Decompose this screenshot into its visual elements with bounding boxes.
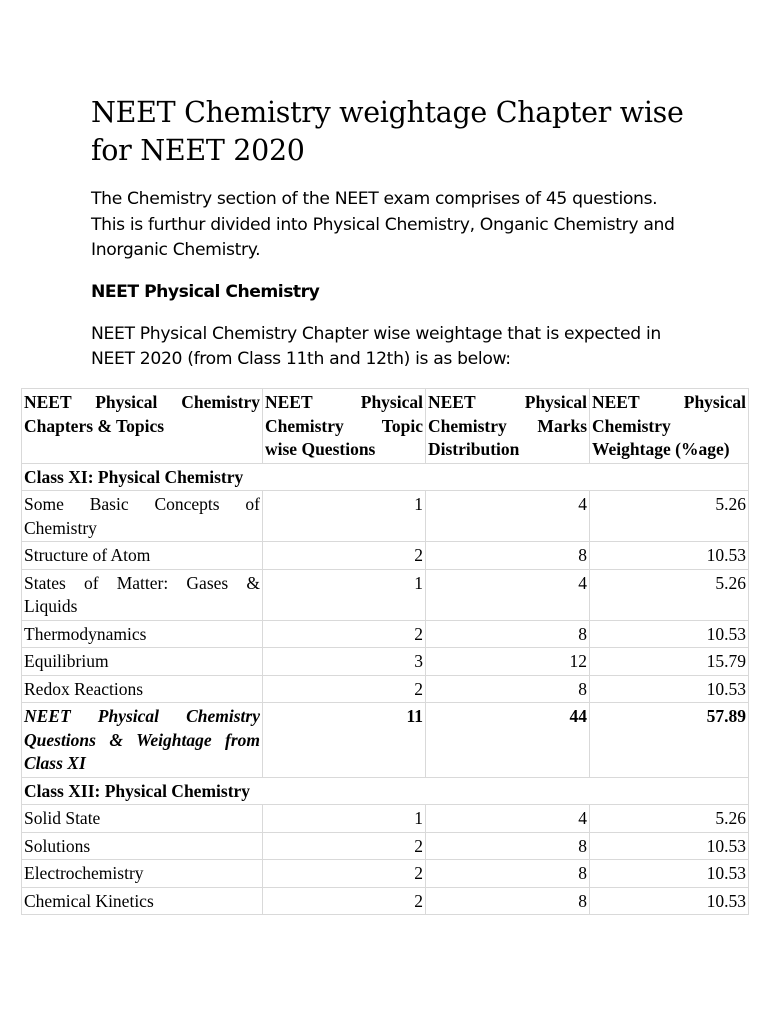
row-questions: 2 — [263, 542, 426, 570]
class11-section-label: Class XI: Physical Chemistry — [22, 463, 749, 491]
total-marks: 44 — [426, 703, 590, 778]
row-marks: 8 — [426, 832, 590, 860]
row-questions: 3 — [263, 648, 426, 676]
class12-section-label: Class XII: Physical Chemistry — [22, 777, 749, 805]
row-marks: 8 — [426, 887, 590, 915]
row-topic: Some Basic Concepts of Chemistry — [22, 491, 263, 542]
row-topic: Structure of Atom — [22, 542, 263, 570]
table-row — [22, 569, 749, 620]
lead-paragraph: NEET Physical Chemistry Chapter wise weightage that is expected in NEET 2020 (from Class 11th and 12th) is as below: — [91, 324, 661, 369]
row-weightage: 10.53 — [590, 542, 749, 570]
total-topic: NEET Physical Chemistry Questions & Weightage from Class XI — [22, 703, 263, 778]
row-topic: Electrochemistry — [22, 860, 263, 888]
table-row — [22, 491, 749, 542]
table-row — [22, 542, 749, 570]
total-weightage: 57.89 — [590, 703, 749, 778]
class11-total-row — [22, 703, 749, 778]
row-questions: 1 — [263, 491, 426, 542]
weightage-table — [21, 388, 749, 915]
total-questions: 11 — [263, 703, 426, 778]
header-weightage: NEET Physical Chemistry Weightage (%age) — [590, 389, 749, 464]
row-marks: 8 — [426, 675, 590, 703]
row-marks: 8 — [426, 620, 590, 648]
row-questions: 2 — [263, 887, 426, 915]
row-topic: Equilibrium — [22, 648, 263, 676]
row-weightage: 10.53 — [590, 620, 749, 648]
row-topic: Solutions — [22, 832, 263, 860]
table-header-row — [22, 389, 749, 464]
row-weightage: 5.26 — [590, 491, 749, 542]
row-weightage: 10.53 — [590, 832, 749, 860]
row-topic: Redox Reactions — [22, 675, 263, 703]
row-questions: 1 — [263, 569, 426, 620]
table-row — [22, 805, 749, 833]
row-topic: Solid State — [22, 805, 263, 833]
table-row — [22, 860, 749, 888]
row-topic: Chemical Kinetics — [22, 887, 263, 915]
header-chapters: NEET Physical Chemistry Chapters & Topics — [22, 389, 263, 464]
class11-section-row — [22, 463, 749, 491]
table-row — [22, 832, 749, 860]
row-questions: 1 — [263, 805, 426, 833]
row-weightage: 10.53 — [590, 887, 749, 915]
row-weightage: 10.53 — [590, 675, 749, 703]
row-marks: 8 — [426, 542, 590, 570]
row-questions: 2 — [263, 675, 426, 703]
intro-paragraph: The Chemistry section of the NEET exam comprises of 45 questions. This is furthur divided into Physical Chemistry, Onganic Chemistry and Inorganic Chemistry. — [91, 189, 675, 260]
table-row — [22, 675, 749, 703]
row-marks: 12 — [426, 648, 590, 676]
class12-section-row — [22, 777, 749, 805]
row-topic: Thermodynamics — [22, 620, 263, 648]
header-marks: NEET Physical Chemistry Marks Distribution — [426, 389, 590, 464]
row-weightage: 15.79 — [590, 648, 749, 676]
row-weightage: 5.26 — [590, 805, 749, 833]
row-weightage: 10.53 — [590, 860, 749, 888]
row-questions: 2 — [263, 860, 426, 888]
header-questions: NEET Physical Chemistry Topic wise Questions — [263, 389, 426, 464]
section-heading: NEET Physical Chemistry — [91, 282, 320, 302]
row-weightage: 5.26 — [590, 569, 749, 620]
row-topic: States of Matter: Gases & Liquids — [22, 569, 263, 620]
page-title: NEET Chemistry weightage Chapter wise for NEET 2020 — [91, 96, 684, 167]
table-row — [22, 887, 749, 915]
row-questions: 2 — [263, 832, 426, 860]
row-marks: 4 — [426, 805, 590, 833]
row-marks: 4 — [426, 491, 590, 542]
row-questions: 2 — [263, 620, 426, 648]
row-marks: 8 — [426, 860, 590, 888]
table-row — [22, 648, 749, 676]
table-row — [22, 620, 749, 648]
row-marks: 4 — [426, 569, 590, 620]
